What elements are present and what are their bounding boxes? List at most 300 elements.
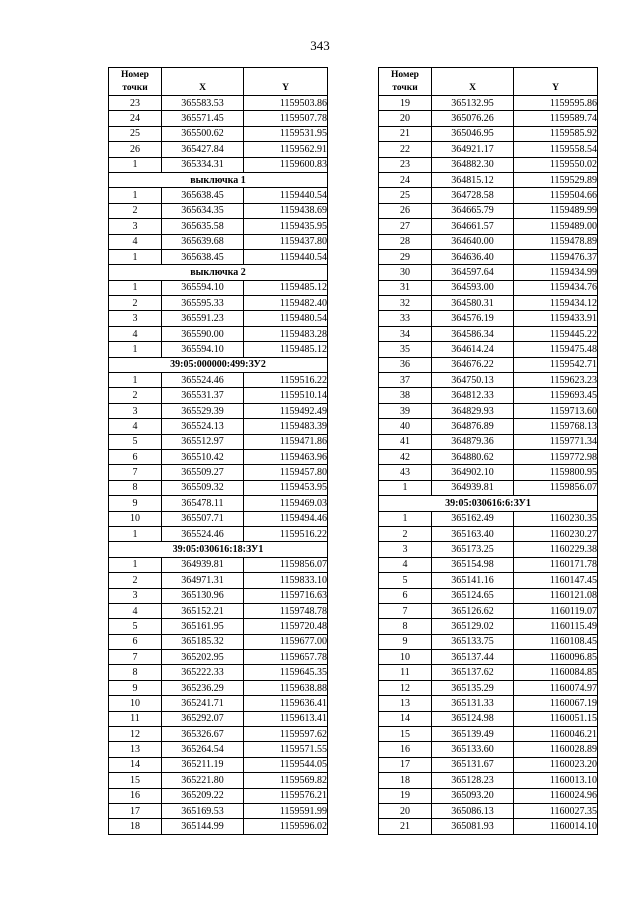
table-row [379, 803, 598, 818]
y-cell: 1160230.27 [514, 526, 598, 541]
table-row [379, 696, 598, 711]
y-cell: 1159531.95 [244, 126, 328, 141]
table-row [109, 773, 328, 788]
x-cell: 365086.13 [432, 803, 514, 818]
table-row [379, 573, 598, 588]
table-row [379, 634, 598, 649]
x-cell: 365081.93 [432, 819, 514, 834]
section-row [109, 357, 328, 372]
table-row [379, 449, 598, 464]
y-cell: 1159856.07 [244, 557, 328, 572]
point-number-cell: 11 [109, 711, 162, 726]
y-cell: 1160147.45 [514, 573, 598, 588]
table-row [109, 126, 328, 141]
point-number-cell: 15 [109, 773, 162, 788]
y-cell: 1159475.48 [514, 342, 598, 357]
table-row [379, 249, 598, 264]
table-row [379, 126, 598, 141]
point-number-cell: 10 [109, 511, 162, 526]
y-cell: 1160119.07 [514, 603, 598, 618]
x-cell: 365209.22 [162, 788, 244, 803]
point-number-cell: 2 [109, 296, 162, 311]
point-number-cell: 29 [379, 249, 432, 264]
x-cell: 365591.23 [162, 311, 244, 326]
point-number-cell: 21 [379, 819, 432, 834]
section-title: 39:05:030616:6:ЗУ1 [379, 496, 598, 511]
x-cell: 364593.00 [432, 280, 514, 295]
y-cell: 1159677.00 [244, 634, 328, 649]
section-title: выключка 2 [109, 265, 328, 280]
x-cell: 365510.42 [162, 449, 244, 464]
y-cell: 1159768.13 [514, 419, 598, 434]
x-cell: 364876.89 [432, 419, 514, 434]
point-number-cell: 39 [379, 403, 432, 418]
x-cell: 364902.10 [432, 465, 514, 480]
y-cell: 1160051.15 [514, 711, 598, 726]
x-cell: 365512.97 [162, 434, 244, 449]
y-cell: 1160013.10 [514, 773, 598, 788]
y-cell: 1159438.69 [244, 203, 328, 218]
table-row [109, 203, 328, 218]
x-cell: 365211.19 [162, 757, 244, 772]
y-cell: 1159433.91 [514, 311, 598, 326]
x-cell: 365126.62 [432, 603, 514, 618]
table-row [109, 142, 328, 157]
point-number-cell: 1 [109, 188, 162, 203]
y-cell: 1159478.89 [514, 234, 598, 249]
point-number-cell: 2 [379, 526, 432, 541]
x-cell: 365221.80 [162, 773, 244, 788]
y-cell: 1160121.08 [514, 588, 598, 603]
table-row [109, 727, 328, 742]
point-number-cell: 20 [379, 111, 432, 126]
point-number-cell: 17 [109, 803, 162, 818]
table-row [379, 619, 598, 634]
x-cell: 365638.45 [162, 249, 244, 264]
x-cell: 365128.23 [432, 773, 514, 788]
table-row [109, 819, 328, 834]
x-cell: 365046.95 [432, 126, 514, 141]
point-number-cell: 38 [379, 388, 432, 403]
y-cell: 1160023.20 [514, 757, 598, 772]
table-row [379, 157, 598, 172]
table-row [379, 588, 598, 603]
x-cell: 364661.57 [432, 219, 514, 234]
point-number-cell: 18 [109, 819, 162, 834]
x-cell: 365236.29 [162, 680, 244, 695]
x-cell: 364576.19 [432, 311, 514, 326]
point-number-cell: 1 [109, 280, 162, 295]
y-cell: 1160108.45 [514, 634, 598, 649]
y-cell: 1159558.54 [514, 142, 598, 157]
y-cell: 1159516.22 [244, 526, 328, 541]
y-cell: 1159856.07 [514, 480, 598, 495]
table-row [379, 357, 598, 372]
coordinates-table-right [378, 67, 598, 835]
y-cell: 1160014.10 [514, 819, 598, 834]
x-cell: 364665.79 [432, 203, 514, 218]
x-cell: 365500.62 [162, 126, 244, 141]
y-cell: 1159638.88 [244, 680, 328, 695]
table-row [109, 188, 328, 203]
y-cell: 1159434.99 [514, 265, 598, 280]
point-number-cell: 4 [379, 557, 432, 572]
table-row [109, 696, 328, 711]
table-row [379, 727, 598, 742]
x-cell: 365594.10 [162, 342, 244, 357]
point-number-cell: 1 [109, 157, 162, 172]
x-cell: 365583.53 [162, 96, 244, 111]
point-number-cell: 25 [109, 126, 162, 141]
y-cell: 1159645.35 [244, 665, 328, 680]
point-number-cell: 4 [109, 603, 162, 618]
x-cell: 364597.64 [432, 265, 514, 280]
x-cell: 365137.62 [432, 665, 514, 680]
table-row [379, 188, 598, 203]
y-cell: 1159476.37 [514, 249, 598, 264]
x-cell: 364880.62 [432, 449, 514, 464]
y-cell: 1160171.78 [514, 557, 598, 572]
table-row [379, 311, 598, 326]
point-number-cell: 32 [379, 296, 432, 311]
y-cell: 1160229.38 [514, 542, 598, 557]
y-cell: 1159445.22 [514, 326, 598, 341]
point-number-cell: 2 [109, 573, 162, 588]
table-row [379, 96, 598, 111]
y-cell: 1159623.23 [514, 373, 598, 388]
x-cell: 365141.16 [432, 573, 514, 588]
point-number-cell: 8 [379, 619, 432, 634]
coordinates-table-left [108, 67, 328, 835]
point-number-cell: 5 [109, 434, 162, 449]
table-row [109, 788, 328, 803]
table-row [109, 526, 328, 541]
point-number-cell: 8 [109, 665, 162, 680]
x-cell: 364636.40 [432, 249, 514, 264]
table-row [379, 711, 598, 726]
y-cell: 1160074.97 [514, 680, 598, 695]
y-cell: 1159503.86 [244, 96, 328, 111]
y-cell: 1159591.99 [244, 803, 328, 818]
table-row [379, 742, 598, 757]
point-number-cell: 1 [109, 557, 162, 572]
y-cell: 1159576.21 [244, 788, 328, 803]
x-cell: 364750.13 [432, 373, 514, 388]
x-cell: 364971.31 [162, 573, 244, 588]
table-row [109, 465, 328, 480]
point-number-cell: 13 [379, 696, 432, 711]
table-row [109, 803, 328, 818]
y-cell: 1159434.76 [514, 280, 598, 295]
y-cell: 1159562.91 [244, 142, 328, 157]
table-row [379, 434, 598, 449]
y-cell: 1159485.12 [244, 342, 328, 357]
x-cell: 365529.39 [162, 403, 244, 418]
y-cell: 1160046.21 [514, 727, 598, 742]
point-number-cell: 24 [109, 111, 162, 126]
y-cell: 1160230.35 [514, 511, 598, 526]
x-cell: 365478.11 [162, 496, 244, 511]
x-cell: 365202.95 [162, 650, 244, 665]
point-number-cell: 8 [109, 480, 162, 495]
table-row [109, 249, 328, 264]
x-cell: 365594.10 [162, 280, 244, 295]
section-row [109, 265, 328, 280]
table-row [379, 234, 598, 249]
x-cell: 365162.49 [432, 511, 514, 526]
x-cell: 364939.81 [432, 480, 514, 495]
table-row [109, 511, 328, 526]
point-number-cell: 3 [109, 311, 162, 326]
point-number-cell: 1 [109, 373, 162, 388]
table-row [379, 665, 598, 680]
y-cell: 1159482.40 [244, 296, 328, 311]
table-row [109, 234, 328, 249]
point-number-cell: 33 [379, 311, 432, 326]
point-number-cell: 1 [379, 511, 432, 526]
table-row [379, 111, 598, 126]
y-cell: 1159571.55 [244, 742, 328, 757]
y-cell: 1159435.95 [244, 219, 328, 234]
table-row [109, 280, 328, 295]
point-number-cell: 23 [109, 96, 162, 111]
table-row [109, 157, 328, 172]
x-cell: 365241.71 [162, 696, 244, 711]
point-number-cell: 31 [379, 280, 432, 295]
x-cell: 365137.44 [432, 650, 514, 665]
point-number-cell: 24 [379, 172, 432, 187]
y-cell: 1159504.66 [514, 188, 598, 203]
point-number-cell: 14 [379, 711, 432, 726]
x-cell: 364614.24 [432, 342, 514, 357]
point-number-cell: 17 [379, 757, 432, 772]
table-row [109, 419, 328, 434]
y-cell: 1159600.83 [244, 157, 328, 172]
point-number-cell: 14 [109, 757, 162, 772]
point-number-cell: 10 [109, 696, 162, 711]
point-number-cell: 19 [379, 96, 432, 111]
y-cell: 1160115.49 [514, 619, 598, 634]
x-cell: 365139.49 [432, 727, 514, 742]
x-cell: 365427.84 [162, 142, 244, 157]
y-cell: 1159492.49 [244, 403, 328, 418]
y-cell: 1159693.45 [514, 388, 598, 403]
point-number-cell: 21 [379, 126, 432, 141]
y-cell: 1159542.71 [514, 357, 598, 372]
point-number-cell: 1 [109, 342, 162, 357]
point-number-cell: 12 [379, 680, 432, 695]
table-row [109, 496, 328, 511]
point-number-cell: 6 [109, 634, 162, 649]
table-row [109, 449, 328, 464]
y-cell: 1159713.60 [514, 403, 598, 418]
y-cell: 1159489.99 [514, 203, 598, 218]
table-row [379, 142, 598, 157]
table-row [379, 757, 598, 772]
point-number-cell: 9 [109, 496, 162, 511]
y-cell: 1159613.41 [244, 711, 328, 726]
y-cell: 1159585.92 [514, 126, 598, 141]
point-number-cell: 27 [379, 219, 432, 234]
header-point-number: Номер точки [109, 68, 162, 96]
table-row [109, 96, 328, 111]
y-cell: 1159595.86 [514, 96, 598, 111]
y-cell: 1159480.54 [244, 311, 328, 326]
x-cell: 365163.40 [432, 526, 514, 541]
table-row [109, 326, 328, 341]
x-cell: 364640.00 [432, 234, 514, 249]
point-number-cell: 9 [379, 634, 432, 649]
table-row [109, 111, 328, 126]
point-number-cell: 10 [379, 650, 432, 665]
table-row [379, 680, 598, 695]
x-cell: 365131.33 [432, 696, 514, 711]
point-number-cell: 5 [379, 573, 432, 588]
table-row [379, 650, 598, 665]
table-row [379, 265, 598, 280]
x-cell: 364939.81 [162, 557, 244, 572]
x-cell: 365135.29 [432, 680, 514, 695]
point-number-cell: 6 [379, 588, 432, 603]
table-row [379, 296, 598, 311]
table-row [379, 480, 598, 495]
table-row [109, 296, 328, 311]
y-cell: 1159483.28 [244, 326, 328, 341]
x-cell: 365326.67 [162, 727, 244, 742]
x-cell: 364882.30 [432, 157, 514, 172]
point-number-cell: 11 [379, 665, 432, 680]
table-row [379, 373, 598, 388]
point-number-cell: 7 [109, 465, 162, 480]
x-cell: 365524.13 [162, 419, 244, 434]
y-cell: 1160084.85 [514, 665, 598, 680]
point-number-cell: 3 [109, 588, 162, 603]
y-cell: 1159800.95 [514, 465, 598, 480]
y-cell: 1160067.19 [514, 696, 598, 711]
y-cell: 1159507.78 [244, 111, 328, 126]
y-cell: 1159833.10 [244, 573, 328, 588]
point-number-cell: 6 [109, 449, 162, 464]
point-number-cell: 13 [109, 742, 162, 757]
point-number-cell: 35 [379, 342, 432, 357]
point-number-cell: 23 [379, 157, 432, 172]
point-number-cell: 2 [109, 388, 162, 403]
point-number-cell: 16 [109, 788, 162, 803]
table-row [109, 711, 328, 726]
y-cell: 1159636.41 [244, 696, 328, 711]
table-row [379, 465, 598, 480]
y-cell: 1159589.74 [514, 111, 598, 126]
point-number-cell: 7 [379, 603, 432, 618]
point-number-cell: 3 [109, 219, 162, 234]
x-cell: 364676.22 [432, 357, 514, 372]
section-title: 39:05:000000:499:ЗУ2 [109, 357, 328, 372]
table-row [109, 665, 328, 680]
table-row [109, 588, 328, 603]
y-cell: 1159529.89 [514, 172, 598, 187]
table-row [379, 342, 598, 357]
section-row [109, 542, 328, 557]
table-row [109, 403, 328, 418]
x-cell: 365595.33 [162, 296, 244, 311]
x-cell: 365638.45 [162, 188, 244, 203]
table-row [379, 388, 598, 403]
x-cell: 364812.33 [432, 388, 514, 403]
table-row [109, 573, 328, 588]
x-cell: 365173.25 [432, 542, 514, 557]
table-row [379, 172, 598, 187]
point-number-cell: 34 [379, 326, 432, 341]
x-cell: 365132.95 [432, 96, 514, 111]
y-cell: 1159657.78 [244, 650, 328, 665]
y-cell: 1159434.12 [514, 296, 598, 311]
table-row [109, 480, 328, 495]
x-cell: 365509.27 [162, 465, 244, 480]
x-cell: 365133.60 [432, 742, 514, 757]
table-row [379, 280, 598, 295]
page-number: 343 [310, 38, 330, 53]
y-cell: 1159453.95 [244, 480, 328, 495]
x-cell: 364815.12 [432, 172, 514, 187]
x-cell: 365524.46 [162, 526, 244, 541]
x-cell: 365292.07 [162, 711, 244, 726]
point-number-cell: 1 [109, 526, 162, 541]
y-cell: 1159463.96 [244, 449, 328, 464]
y-cell: 1159772.98 [514, 449, 598, 464]
y-cell: 1159569.82 [244, 773, 328, 788]
x-cell: 365129.02 [432, 619, 514, 634]
table-row [109, 342, 328, 357]
point-number-cell: 4 [109, 419, 162, 434]
x-cell: 365264.54 [162, 742, 244, 757]
table-body-left [109, 96, 328, 835]
y-cell: 1159494.46 [244, 511, 328, 526]
section-title: 39:05:030616:18:ЗУ1 [109, 542, 328, 557]
point-number-cell: 19 [379, 788, 432, 803]
x-cell: 364921.17 [432, 142, 514, 157]
x-cell: 365124.98 [432, 711, 514, 726]
header-point-number: Номер точки [379, 68, 432, 96]
table-row [109, 757, 328, 772]
point-number-cell: 22 [379, 142, 432, 157]
table-row [379, 403, 598, 418]
table-row [379, 603, 598, 618]
y-cell: 1159483.39 [244, 419, 328, 434]
table-row [109, 434, 328, 449]
table-row [109, 603, 328, 618]
x-cell: 365152.21 [162, 603, 244, 618]
y-cell: 1160028.89 [514, 742, 598, 757]
point-number-cell: 16 [379, 742, 432, 757]
header-x: X [162, 68, 244, 96]
point-number-cell: 4 [109, 234, 162, 249]
x-cell: 365571.45 [162, 111, 244, 126]
point-number-cell: 20 [379, 803, 432, 818]
point-number-cell: 7 [109, 650, 162, 665]
x-cell: 365524.46 [162, 373, 244, 388]
table-row [379, 819, 598, 834]
point-number-cell: 41 [379, 434, 432, 449]
table-row [109, 680, 328, 695]
table-row [379, 788, 598, 803]
point-number-cell: 28 [379, 234, 432, 249]
table-body-right [379, 96, 598, 835]
y-cell: 1159510.14 [244, 388, 328, 403]
table-row [379, 219, 598, 234]
table-row [379, 542, 598, 557]
table-row [109, 619, 328, 634]
table-row [109, 742, 328, 757]
